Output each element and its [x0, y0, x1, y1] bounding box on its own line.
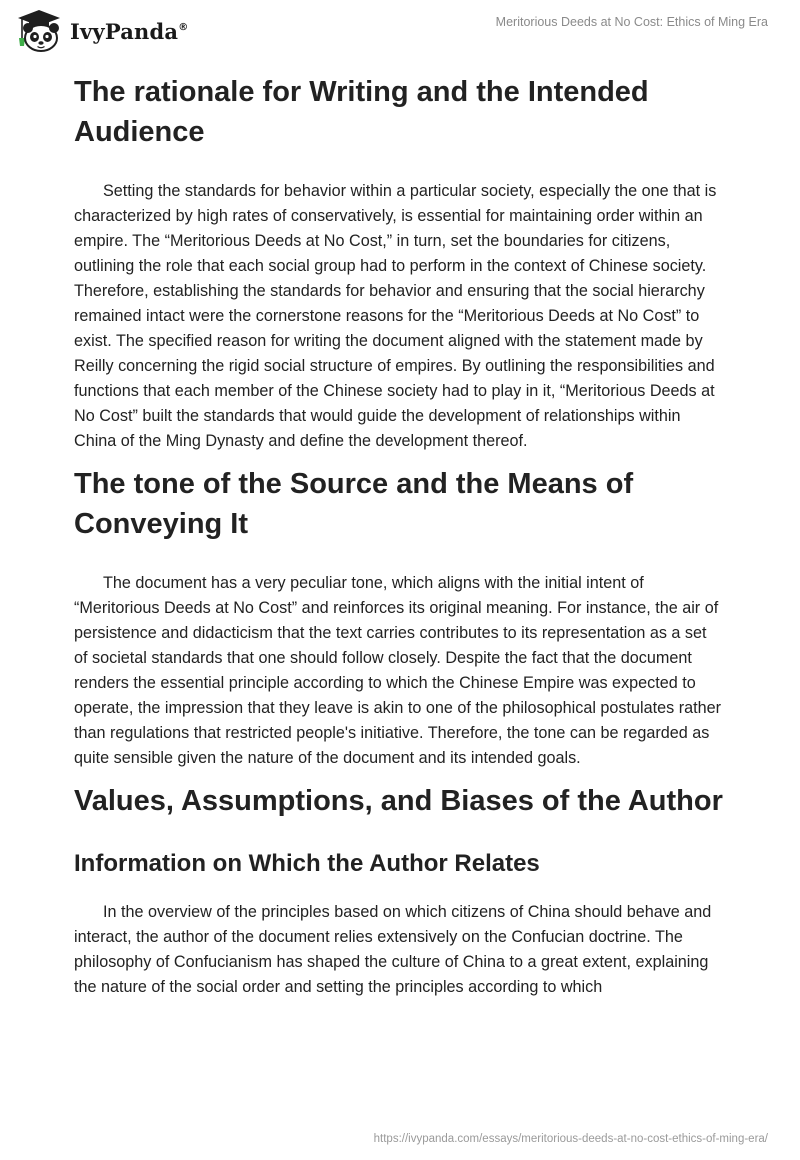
document-title: Meritorious Deeds at No Cost: Ethics of Ming Era — [495, 15, 768, 29]
paragraph-rationale: Setting the standards for behavior within a particular society, especially the one that is characterized by high rates of conservatively, is essential for maintaining order within an empire. The “Meritorious Deeds at No Cost,” in turn, set the boundaries for citizens, outlining the role that each social group had to perform in the context of Chinese society. Therefore, establishing the standards for behavior and ensuring that the social hierarchy remained intact were the cornerstone reasons for the “Meritorious Deeds at No Cost” to exist. The specified reason for writing the document aligned with the statement made by Reilly concerning the rigid social structure of empires. By outlining the responsibilities and functions that each member of the Chinese society had to play in it, “Meritorious Deeds at No Cost” built the standards that would guide the development of relationships within China of the Ming Dynasty and define the development thereof. — [74, 182, 717, 450]
source-url[interactable]: https://ivypanda.com/essays/meritorious-deeds-at-no-cost-ethics-of-ming-era/ — [373, 1133, 768, 1145]
section-heading-rationale: The rationale for Writing and the Intended Audience — [74, 76, 649, 148]
logo[interactable] — [14, 8, 188, 54]
page-header — [0, 0, 800, 60]
article-body — [74, 72, 724, 1010]
paragraph-tone: The document has a very peculiar tone, which aligns with the initial intent of “Meritorious Deeds at No Cost” and reinforces its original meaning. For instance, the air of persistence and didacticism that the text carries contributes to its representation as a set of societal standards that one should follow closely. Despite the fact that the document renders the essential principle according to which the Chinese Empire was expected to operate, the impression that they leave is akin to one of the philosophical postulates rather than regulations that restricted people's initiative. Therefore, the tone can be regarded as quite sensible given the nature of the document and its intended goals. — [74, 574, 721, 767]
section-heading-values: Values, Assumptions, and Biases of the Author — [74, 785, 723, 817]
panda-graduate-icon — [14, 8, 64, 54]
brand-name: IvyPanda® — [70, 18, 189, 44]
section-heading-tone: The tone of the Source and the Means of Conveying It — [74, 468, 634, 540]
paragraph-information: In the overview of the principles based on which citizens of China should behave and interact, the author of the document relies extensively on the Confucian doctrine. The philosophy of Confucianism has shaped the culture of China to a great extent, explaining the nature of the social order and setting the principles according to which — [74, 903, 712, 996]
subsection-heading-information: Information on Which the Author Relates — [74, 850, 540, 877]
